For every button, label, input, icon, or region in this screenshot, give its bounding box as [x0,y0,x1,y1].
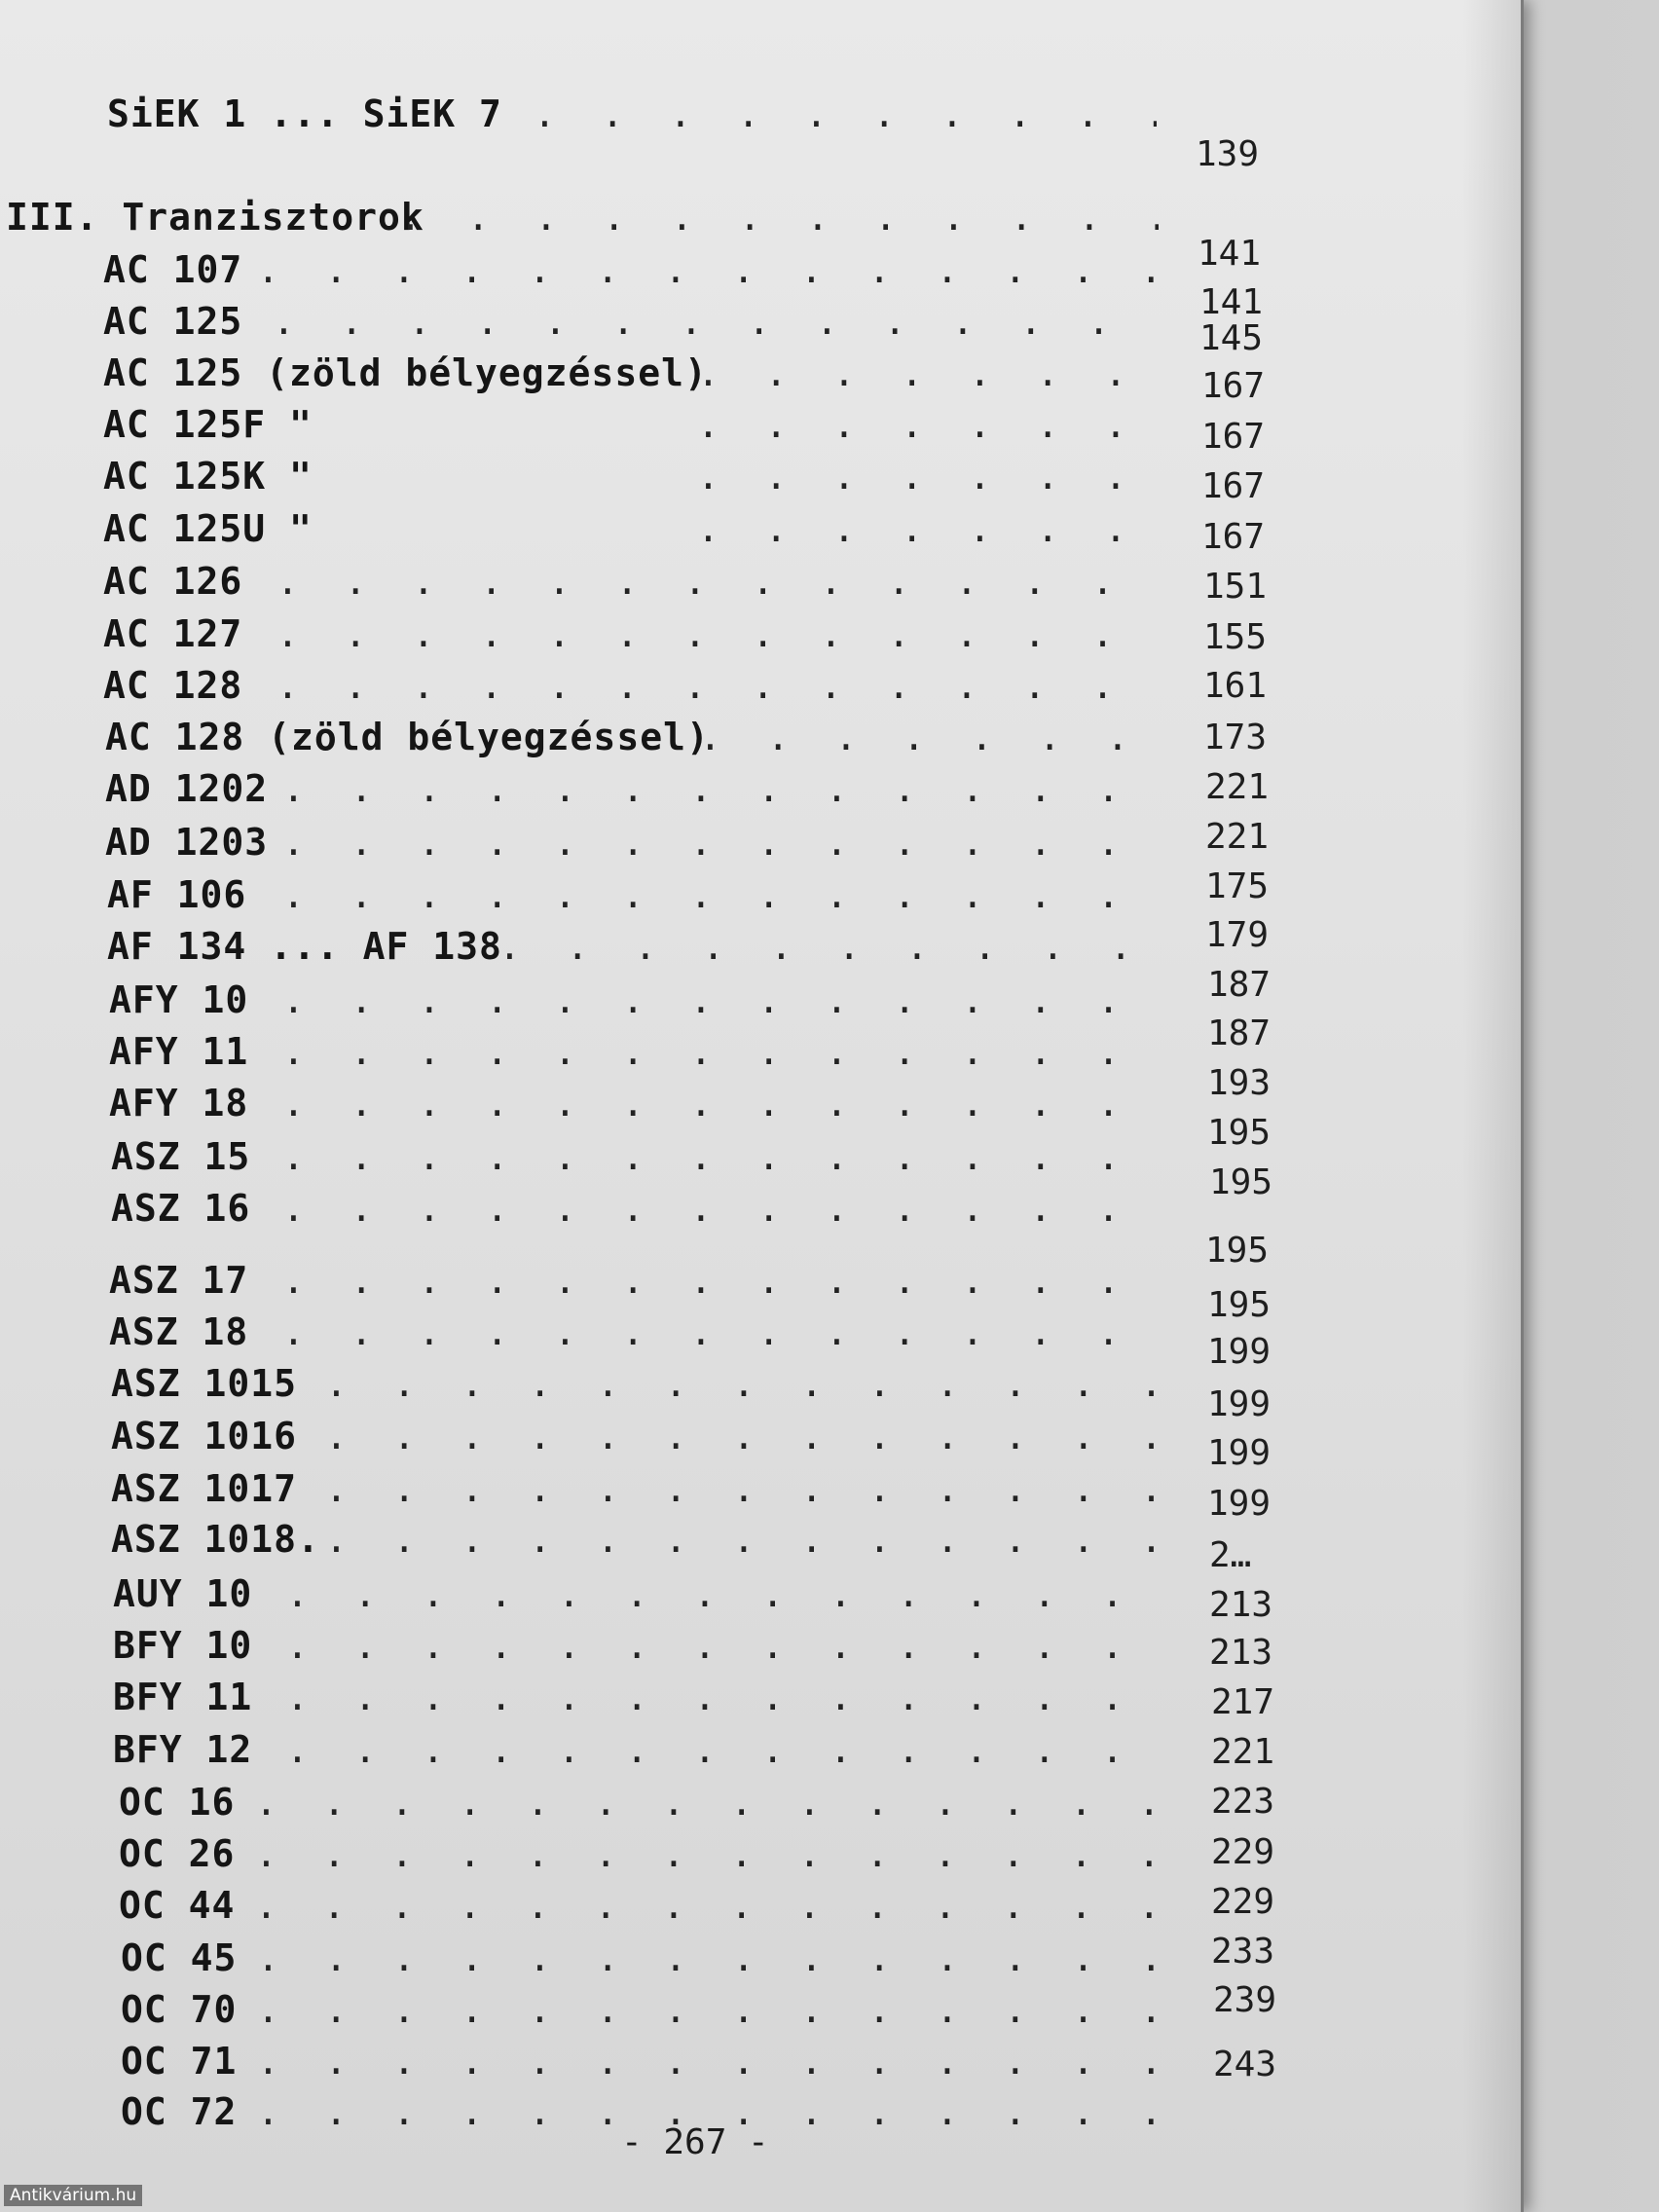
page-number: 187 [1207,965,1272,1005]
dot-leader [276,609,1159,658]
dot-leader [257,1985,1159,2034]
page-number: 141 [1198,234,1262,274]
dot-leader [286,1621,1159,1670]
toc-entry-label: OC 44 [119,1884,236,1927]
page-number: 173 [1203,718,1268,757]
page-number: 229 [1211,1882,1275,1922]
toc-entry-label: AC 128 (zöld bélyegzéssel) [105,716,710,758]
page-number: 175 [1205,866,1270,906]
toc-entry-label: ASZ 16 [111,1187,251,1230]
dot-leader [399,193,1159,241]
page-number: 243 [1213,2045,1277,2084]
toc-entry-label: OC 70 [121,1988,238,2031]
dot-leader [282,764,1159,813]
dot-leader [498,922,1159,971]
dot-leader [699,713,1159,761]
dot-leader [282,1308,1159,1356]
page-number: 195 [1205,1231,1270,1271]
dot-leader [325,1359,1159,1408]
page-number: 193 [1207,1063,1272,1103]
dot-leader [255,1829,1159,1878]
page-number: 167 [1201,366,1266,406]
dot-leader [276,661,1159,710]
page-number: 239 [1213,1980,1277,2020]
page-number: 2… [1209,1535,1252,1575]
toc-entry-label: AC 128 [103,664,243,707]
dot-leader [257,245,1159,294]
toc-entry-label: ASZ 1018. [111,1518,320,1561]
toc-entry-label: ASZ 17 [109,1259,249,1302]
toc-entry-label: ASZ 15 [111,1135,251,1178]
toc-entry-label: OC 26 [119,1832,236,1875]
dot-leader [257,2037,1159,2085]
toc-entry-label: AF 134 ... AF 138 [107,925,502,968]
toc-entry-label: AC 126 [103,560,243,603]
page-number: 179 [1205,915,1270,955]
page-number: 195 [1209,1162,1273,1202]
page-number: 199 [1207,1384,1272,1424]
toc-entry-label: AD 1203 [105,821,269,864]
page-number: 187 [1207,1014,1272,1053]
page-number: 145 [1199,318,1264,358]
page-number: 221 [1205,817,1270,857]
page-number: 233 [1211,1932,1275,1972]
dot-leader [282,1027,1159,1076]
page-number: 221 [1205,767,1270,807]
toc-entry-label: BFY 10 [113,1624,253,1667]
page-number: 195 [1207,1285,1272,1325]
page-number: 139 [1196,134,1260,174]
dot-leader [325,1464,1159,1513]
toc-entry-label: AUY 10 [113,1572,253,1615]
toc-entry-label: BFY 12 [113,1728,253,1771]
toc-entry-label: AC 125U " [103,507,313,550]
dot-leader [325,1412,1159,1460]
page-number: 167 [1201,517,1266,557]
toc-entry-label: AC 125K " [103,455,313,498]
dot-leader [697,504,1159,553]
toc-entry-label: OC 72 [121,2090,238,2133]
dot-leader [282,1184,1159,1233]
dot-leader [286,1673,1159,1721]
page-number: 221 [1211,1732,1275,1772]
toc-entry-label: AC 127 [103,612,243,655]
dot-leader [282,818,1159,866]
toc-entry-label: BFY 11 [113,1676,253,1718]
dot-leader [325,1515,1159,1564]
page-number: 213 [1209,1585,1273,1625]
toc-entry-label: AFY 18 [109,1082,249,1124]
dot-leader [282,976,1159,1024]
toc-entry-label: OC 71 [121,2040,238,2083]
toc-entry-label: AD 1202 [105,767,269,810]
toc-entry-label: OC 16 [119,1781,236,1824]
dot-leader [282,1132,1159,1181]
page-number: 151 [1203,567,1268,607]
page-number: 161 [1203,666,1268,706]
page-number: 213 [1209,1633,1273,1673]
toc-entry-label: AF 106 [107,873,247,916]
page-number: 229 [1211,1832,1275,1872]
page-number: 167 [1201,466,1266,506]
toc-entry-label: AC 125F " [103,403,313,446]
dot-leader [697,452,1159,500]
dot-leader [282,1256,1159,1305]
toc-entry-label: ASZ 1015 [111,1362,298,1405]
page-number: 167 [1201,417,1266,457]
watermark-text: Antikvárium.hu [4,2185,142,2206]
toc-entry-label: ASZ 18 [109,1310,249,1353]
page-number: 155 [1203,617,1268,657]
dot-leader [255,1778,1159,1826]
toc-entry-label: ASZ 1017 [111,1467,298,1510]
dot-leader [286,1569,1159,1618]
dot-leader [282,1079,1159,1127]
toc-entry-label: AC 125 [103,300,243,343]
page-number: 199 [1207,1433,1272,1473]
toc-entry-label: AFY 10 [109,978,249,1021]
page-number: 217 [1211,1682,1275,1722]
page-number: 195 [1207,1113,1272,1153]
dot-leader [697,349,1159,397]
toc-entry-label: SiEK 1 ... SiEK 7 [107,92,502,135]
toc-entry-label: OC 45 [121,1936,238,1979]
dot-leader [255,1881,1159,1930]
dot-leader [286,1725,1159,1774]
page-number: 199 [1207,1332,1272,1372]
toc-entry-label: AFY 11 [109,1030,249,1073]
dot-leader [273,297,1159,346]
toc-entry-label: ASZ 1016 [111,1415,298,1457]
dot-leader [534,90,1157,138]
page-number: 223 [1211,1782,1275,1822]
toc-entry-label: AC 125 (zöld bélyegzéssel) [103,351,708,394]
section-heading: III. Tranzisztorok [6,196,424,239]
page-number: 199 [1207,1484,1272,1524]
dot-leader [257,1934,1159,1982]
toc-entry-label: AC 107 [103,248,243,291]
dot-leader [282,870,1159,919]
page-number: 141 [1199,282,1264,322]
dot-leader [697,400,1159,449]
dot-leader [276,557,1159,606]
page-footer-number: - 267 - [621,2122,769,2162]
